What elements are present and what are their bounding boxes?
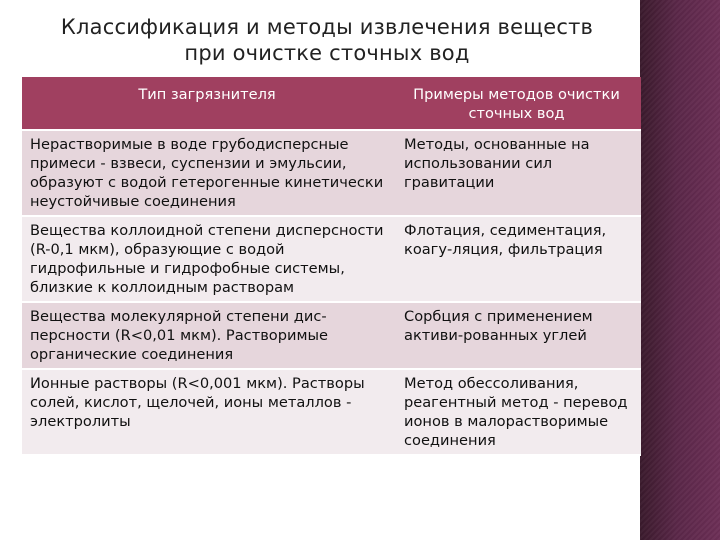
treatment-method-cell: Сорбция с применением активи-рованных углей: [392, 302, 641, 369]
treatment-method-cell: Методы, основанные на использовании сил гравитации: [392, 130, 641, 216]
pollutant-type-cell: Вещества молекулярной степени дис-персности (R<0,01 мкм). Растворимые органические соединения: [22, 302, 392, 369]
table-row: [22, 302, 641, 369]
pollutant-type-cell: Ионные растворы (R<0,001 мкм). Растворы солей, кислот, щелочей, ионы металлов - электролиты: [22, 369, 392, 455]
classification-table: [22, 77, 641, 456]
table-row: [22, 130, 641, 216]
treatment-method-cell: Флотация, седиментация, коагу-ляция, фильтрация: [392, 216, 641, 302]
slide-title: [22, 14, 632, 66]
table-row: [22, 369, 641, 455]
slide-title-line-1: Классификация и методы извлечения веществ: [60, 15, 594, 39]
decorative-side-band: [640, 0, 720, 540]
slide-title-line-2: при очистке сточных вод: [184, 41, 470, 65]
table-row: [22, 216, 641, 302]
treatment-method-cell: Метод обессоливания, реагентный метод - перевод ионов в малорастворимые соединения: [392, 369, 641, 455]
table-header-row: [22, 77, 641, 130]
pollutant-type-cell: Вещества коллоидной степени дисперсности (R-0,1 мкм), образующие с водой гидрофильные и гидрофобные системы, близкие к коллоидным растворам: [22, 216, 392, 302]
header-pollutant-type: Тип загрязнителя: [22, 77, 392, 130]
pollutant-type-cell: Нерастворимые в воде грубодисперсные примеси - взвеси, суспензии и эмульсии, образуют с водой гетерогенные кинетически неустойчивые соединения: [22, 130, 392, 216]
header-treatment-methods: Примеры методов очистки сточных вод: [392, 77, 641, 130]
